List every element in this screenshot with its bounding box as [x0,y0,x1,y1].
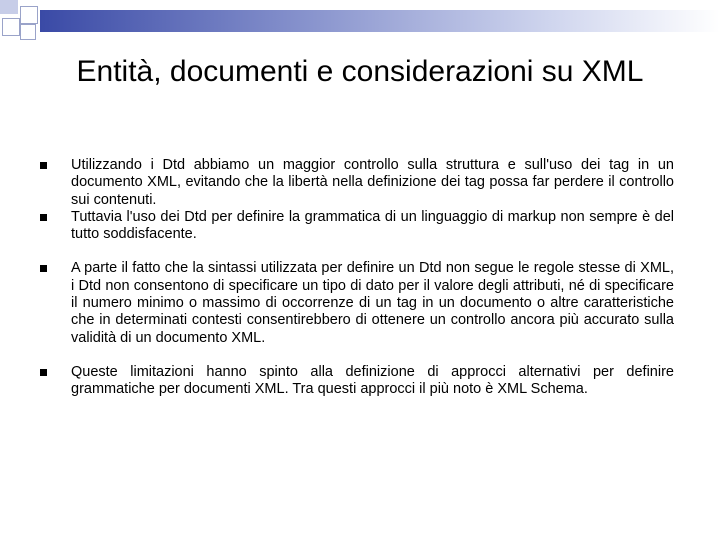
decor-square [2,18,20,36]
bullet-list [40,157,674,399]
list-item [40,364,674,399]
square-bullet-icon [40,265,47,272]
square-bullet-icon [40,214,47,221]
bullet-text: Tuttavia l'uso dei Dtd per definire la grammatica di un linguaggio di markup non sempre è del tutto soddisfacente. [71,208,674,243]
decor-square [20,24,36,40]
square-bullet-icon [40,162,47,169]
bullet-text: Queste limitazioni hanno spinto alla definizione di approcci alternativi per definire grammatiche per documenti XML. Tra questi approcci il più noto è XML Schema. [71,363,674,398]
bullet-text: Utilizzando i Dtd abbiamo un maggior controllo sulla struttura e sull'uso dei tag in un documento XML, evitando che la libertà nella definizione dei tag possa far perdere il controllo sui contenuti. [71,157,674,208]
slide-title: Entità, documenti e considerazioni su XML [76,55,644,88]
list-item [40,260,674,346]
decor-square [20,6,38,24]
list-item [40,209,674,244]
header-decoration [0,0,720,50]
bullet-text: A parte il fatto che la sintassi utilizzata per definire un Dtd non segue le regole stesse di XML, i Dtd non consentono di specificare un tipo di dato per il valore degli attributi, né di specificare il numero minimo o massimo di occorrenze di un tag in un documento o altre caratteristiche che in determinati contesti consentirebbero di ottenere un controllo ancora più accurato sulla validità di un documento XML. [71,260,674,346]
decor-square [0,0,18,14]
header-gradient-bar [40,10,720,32]
list-item [40,157,674,209]
square-bullet-icon [40,369,47,376]
